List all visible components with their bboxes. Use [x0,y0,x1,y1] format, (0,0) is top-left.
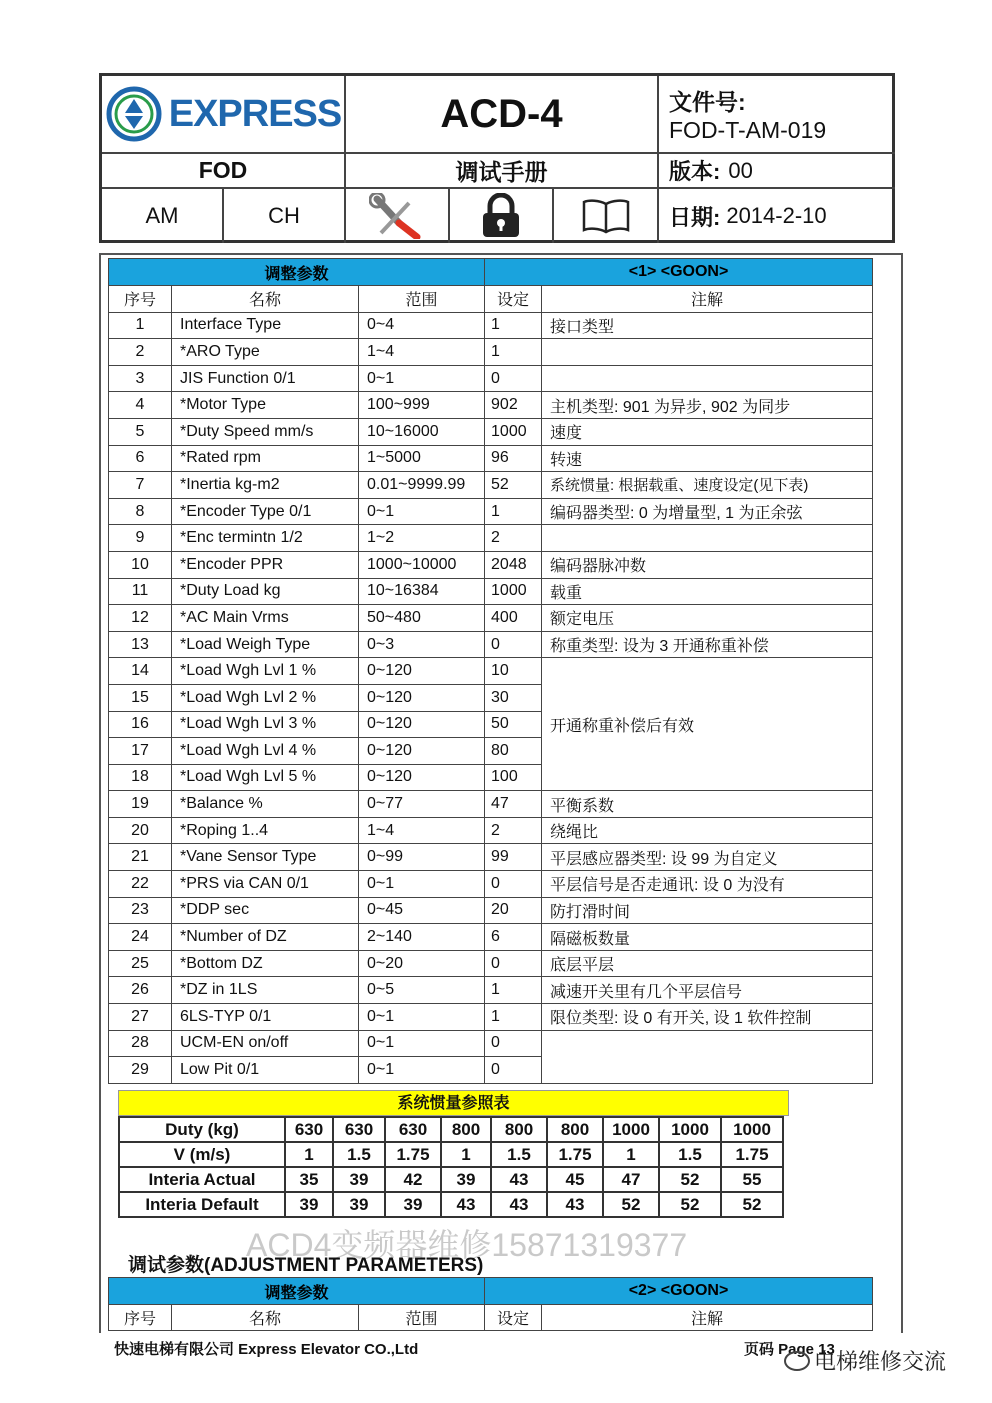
row-range: 0~1 [359,1030,485,1057]
express-logo-icon [105,85,163,143]
row-note: 编码器类型: 0 为增量型, 1 为正余弦 [542,498,873,525]
row-setting: 10 [485,658,542,685]
inertia-cell: 45 [547,1167,603,1192]
table-row [109,339,873,366]
row-note [542,339,873,366]
row-range: 0~4 [359,312,485,339]
row-index: 23 [109,897,172,924]
row-setting: 2 [485,525,542,552]
row-range: 1~4 [359,817,485,844]
row-range: 0~99 [359,844,485,871]
inertia-cell: 52 [659,1192,721,1217]
model-title: ACD-4 [346,76,659,154]
table-row [109,365,873,392]
table2-title-bar [109,1278,873,1305]
table-title-right: <1> <GOON> [485,259,873,286]
inertia-row [119,1192,783,1217]
row-setting: 902 [485,392,542,419]
row-range: 0~45 [359,897,485,924]
row-setting: 0 [485,871,542,898]
row-index: 5 [109,418,172,445]
row-index: 12 [109,605,172,632]
row-name: UCM-EN on/off [172,1030,359,1057]
row-range: 0~120 [359,764,485,791]
table-row [109,472,873,499]
row-index: 20 [109,817,172,844]
row-setting: 2048 [485,551,542,578]
file-number-label: 文件号: [669,89,746,115]
row-index: 24 [109,924,172,951]
row-name: 6LS-TYP 0/1 [172,1004,359,1031]
row-note: 速度 [542,418,873,445]
row-index: 10 [109,551,172,578]
row-setting: 99 [485,844,542,871]
inertia-cell: 1.75 [547,1142,603,1167]
row-index: 15 [109,684,172,711]
table-row [109,551,873,578]
row-note: 限位类型: 设 0 有开关, 设 1 软件控制 [542,1004,873,1031]
row-note: 绕绳比 [542,817,873,844]
watermark-text: ACD4变频器维修15871319377 [246,1227,688,1263]
inertia-cell: 52 [659,1167,721,1192]
row-note: 系统惯量: 根据载重、速度设定(见下表) [542,472,873,499]
row-name: *DDP sec [172,897,359,924]
row-name: *Vane Sensor Type [172,844,359,871]
row-index: 6 [109,445,172,472]
table2-col-note: 注解 [542,1305,873,1331]
inertia-cell: 43 [547,1192,603,1217]
table-row [109,578,873,605]
row-name: *Rated rpm [172,445,359,472]
row-range: 0~1 [359,871,485,898]
row-setting: 47 [485,791,542,818]
row-note: 转速 [542,445,873,472]
version-label: 版本: [669,159,721,184]
table-row [109,924,873,951]
table-row [109,631,873,658]
table-row [109,658,873,685]
row-index: 25 [109,950,172,977]
inertia-row-label: V (m/s) [119,1142,285,1167]
table-row [109,817,873,844]
table-row [109,1030,873,1057]
date-value: 2014-2-10 [726,203,827,228]
inertia-cell: 1.5 [333,1142,385,1167]
inertia-cell: 43 [491,1192,547,1217]
row-range: 100~999 [359,392,485,419]
row-note: 主机类型: 901 为异步, 902 为同步 [542,392,873,419]
row-note: 底层平层 [542,950,873,977]
row-index: 28 [109,1030,172,1057]
inertia-cell: 800 [491,1117,547,1142]
row-note: 隔磁板数量 [542,924,873,951]
inertia-cell: 1.5 [659,1142,721,1167]
row-range: 0~120 [359,711,485,738]
row-setting: 100 [485,764,542,791]
row-name: *Encoder PPR [172,551,359,578]
inertia-row-label: Interia Actual [119,1167,285,1192]
inertia-cell: 1 [285,1142,333,1167]
row-setting: 0 [485,950,542,977]
row-name: *Load Wgh Lvl 2 % [172,684,359,711]
table-row [109,791,873,818]
row-range: 0~1 [359,1004,485,1031]
row-setting: 96 [485,445,542,472]
table2-title-left: 调整参数 [109,1278,485,1305]
row-range: 1~2 [359,525,485,552]
open-book-icon [581,198,631,234]
inertia-cell: 1000 [659,1117,721,1142]
version-value: 00 [728,157,753,183]
table-row [109,392,873,419]
row-note: 称重类型: 设为 3 开通称重补偿 [542,631,873,658]
row-range: 0~120 [359,684,485,711]
wechat-icon [784,1351,810,1371]
row-range: 1000~10000 [359,551,485,578]
table2-col-range: 范围 [359,1305,485,1331]
inertia-row [119,1142,783,1167]
inertia-cell: 39 [333,1167,385,1192]
table2-column-header-row [109,1305,873,1331]
wechat-watermark [784,1345,946,1376]
inertia-cell: 1 [603,1142,659,1167]
row-name: *Inertia kg-m2 [172,472,359,499]
row-setting: 400 [485,605,542,632]
inertia-cell: 47 [603,1167,659,1192]
row-range: 2~140 [359,924,485,951]
inertia-cell: 39 [441,1167,491,1192]
footer-page: 页码 Page 13 [744,1341,835,1358]
row-name: *Encoder Type 0/1 [172,498,359,525]
inertia-cell: 1.75 [385,1142,441,1167]
inertia-table-title: 系统惯量参照表 [118,1090,789,1116]
table-title-bar [109,259,873,286]
inertia-cell: 630 [285,1117,333,1142]
inertia-cell: 39 [333,1192,385,1217]
row-name: *Load Wgh Lvl 4 % [172,738,359,765]
column-header-row [109,286,873,313]
col-header-range: 范围 [359,286,485,313]
row-name: *Duty Load kg [172,578,359,605]
row-index: 22 [109,871,172,898]
inertia-cell: 1.75 [721,1142,783,1167]
row-name: *Load Wgh Lvl 1 % [172,658,359,685]
inertia-cell: 52 [721,1192,783,1217]
row-range: 0.01~9999.99 [359,472,485,499]
wrench-screwdriver-icon [369,193,425,239]
row-setting: 1 [485,312,542,339]
table-row [109,418,873,445]
row-index: 8 [109,498,172,525]
inertia-cell: 1.5 [491,1142,547,1167]
inertia-cell: 800 [441,1117,491,1142]
row-setting: 1000 [485,418,542,445]
col-header-name: 名称 [172,286,359,313]
logo-cell [102,76,346,154]
tools-cell [346,189,450,243]
row-note: 载重 [542,578,873,605]
row-name: Interface Type [172,312,359,339]
row-range: 0~1 [359,1057,485,1084]
row-name: *Number of DZ [172,924,359,951]
col-header-note: 注解 [542,286,873,313]
date-label: 日期: [669,204,721,230]
row-note-merged [542,1030,873,1083]
row-name: *DZ in 1LS [172,977,359,1004]
row-note: 接口类型 [542,312,873,339]
row-index: 21 [109,844,172,871]
row-name: *AC Main Vrms [172,605,359,632]
table-row [109,844,873,871]
table-row [109,897,873,924]
table2-col-name: 名称 [172,1305,359,1331]
row-range: 0~5 [359,977,485,1004]
padlock-icon [479,193,523,239]
col-header-index: 序号 [109,286,172,313]
dept-cell: FOD [102,154,346,189]
inertia-cell: 55 [721,1167,783,1192]
row-range: 0~120 [359,658,485,685]
row-name: *Enc termintn 1/2 [172,525,359,552]
row-range: 1~5000 [359,445,485,472]
adjustment-section-title: 调试参数(ADJUSTMENT PARAMETERS) [128,1255,484,1276]
row-note: 减速开关里有几个平层信号 [542,977,873,1004]
row-setting: 6 [485,924,542,951]
inertia-row-label: Duty (kg) [119,1117,285,1142]
doc-title: 调试手册 [346,154,659,189]
row-setting: 1 [485,498,542,525]
row-setting: 1000 [485,578,542,605]
row-note: 额定电压 [542,605,873,632]
row-note: 平层信号是否走通讯: 设 0 为没有 [542,871,873,898]
document-header [99,73,895,243]
row-setting: 2 [485,817,542,844]
inertia-row [119,1167,783,1192]
inertia-cell: 42 [385,1167,441,1192]
row-setting: 50 [485,711,542,738]
row-index: 2 [109,339,172,366]
row-name: *Motor Type [172,392,359,419]
row-index: 1 [109,312,172,339]
row-name: *Balance % [172,791,359,818]
row-index: 13 [109,631,172,658]
inertia-cell: 1000 [721,1117,783,1142]
row-name: *Load Wgh Lvl 5 % [172,764,359,791]
col-header-setting: 设定 [485,286,542,313]
inertia-reference-table [118,1116,784,1218]
row-note: 防打滑时间 [542,897,873,924]
parameter-table-2 [108,1277,873,1331]
table2-col-setting: 设定 [485,1305,542,1331]
inertia-cell: 1000 [603,1117,659,1142]
row-range: 10~16000 [359,418,485,445]
table-row [109,312,873,339]
row-range: 1~4 [359,339,485,366]
footer-company: 快速电梯有限公司 Express Elevator CO.,Ltd [114,1341,419,1358]
row-index: 17 [109,738,172,765]
row-setting: 1 [485,977,542,1004]
row-range: 10~16384 [359,578,485,605]
inertia-cell: 630 [385,1117,441,1142]
row-setting: 1 [485,1004,542,1031]
row-setting: 52 [485,472,542,499]
row-name: *Load Weigh Type [172,631,359,658]
inertia-row [119,1117,783,1142]
row-note: 编码器脉冲数 [542,551,873,578]
am-cell: AM [102,189,224,243]
row-range: 0~77 [359,791,485,818]
row-name: *Load Wgh Lvl 3 % [172,711,359,738]
row-index: 27 [109,1004,172,1031]
row-setting: 0 [485,365,542,392]
logo-text: EXPRESS [168,92,342,135]
inertia-cell: 39 [385,1192,441,1217]
table-row [109,605,873,632]
row-note: 平衡系数 [542,791,873,818]
table-row [109,871,873,898]
row-index: 7 [109,472,172,499]
wechat-text: 电梯维修交流 [814,1349,947,1374]
row-name: *PRS via CAN 0/1 [172,871,359,898]
row-name: *Duty Speed mm/s [172,418,359,445]
row-name: *Bottom DZ [172,950,359,977]
inertia-cell: 52 [603,1192,659,1217]
row-setting: 0 [485,1057,542,1084]
table-row [109,1004,873,1031]
version-cell [659,154,895,189]
parameter-table-1 [108,258,873,1084]
inertia-cell: 35 [285,1167,333,1192]
table-title-left: 调整参数 [109,259,485,286]
table-row [109,498,873,525]
table2-title-right: <2> <GOON> [485,1278,873,1305]
inertia-cell: 43 [441,1192,491,1217]
row-setting: 80 [485,738,542,765]
lock-cell [450,189,554,243]
row-index: 19 [109,791,172,818]
row-setting: 1 [485,339,542,366]
row-range: 50~480 [359,605,485,632]
row-range: 0~3 [359,631,485,658]
row-name: *Roping 1..4 [172,817,359,844]
row-index: 26 [109,977,172,1004]
row-range: 0~20 [359,950,485,977]
ch-cell: CH [224,189,346,243]
row-name: JIS Function 0/1 [172,365,359,392]
row-name: *ARO Type [172,339,359,366]
row-setting: 30 [485,684,542,711]
row-setting: 20 [485,897,542,924]
row-range: 0~1 [359,498,485,525]
table-row [109,445,873,472]
inertia-cell: 43 [491,1167,547,1192]
row-note: 平层感应器类型: 设 99 为自定义 [542,844,873,871]
row-index: 3 [109,365,172,392]
row-note [542,525,873,552]
table-row [109,525,873,552]
row-index: 14 [109,658,172,685]
row-index: 29 [109,1057,172,1084]
book-cell [554,189,659,243]
row-index: 9 [109,525,172,552]
row-setting: 0 [485,1030,542,1057]
date-cell [659,189,895,243]
inertia-row-label: Interia Default [119,1192,285,1217]
row-range: 0~120 [359,738,485,765]
inertia-cell: 630 [333,1117,385,1142]
row-index: 4 [109,392,172,419]
row-note-merged: 开通称重补偿后有效 [542,658,873,791]
row-index: 16 [109,711,172,738]
row-index: 18 [109,764,172,791]
row-note [542,365,873,392]
table-row [109,977,873,1004]
row-range: 0~1 [359,365,485,392]
inertia-cell: 39 [285,1192,333,1217]
row-index: 11 [109,578,172,605]
row-name: Low Pit 0/1 [172,1057,359,1084]
table-row [109,950,873,977]
table2-col-index: 序号 [109,1305,172,1331]
inertia-cell: 1 [441,1142,491,1167]
file-number-value: FOD-T-AM-019 [669,117,827,143]
inertia-cell: 800 [547,1117,603,1142]
row-setting: 0 [485,631,542,658]
file-number-cell [659,76,895,154]
